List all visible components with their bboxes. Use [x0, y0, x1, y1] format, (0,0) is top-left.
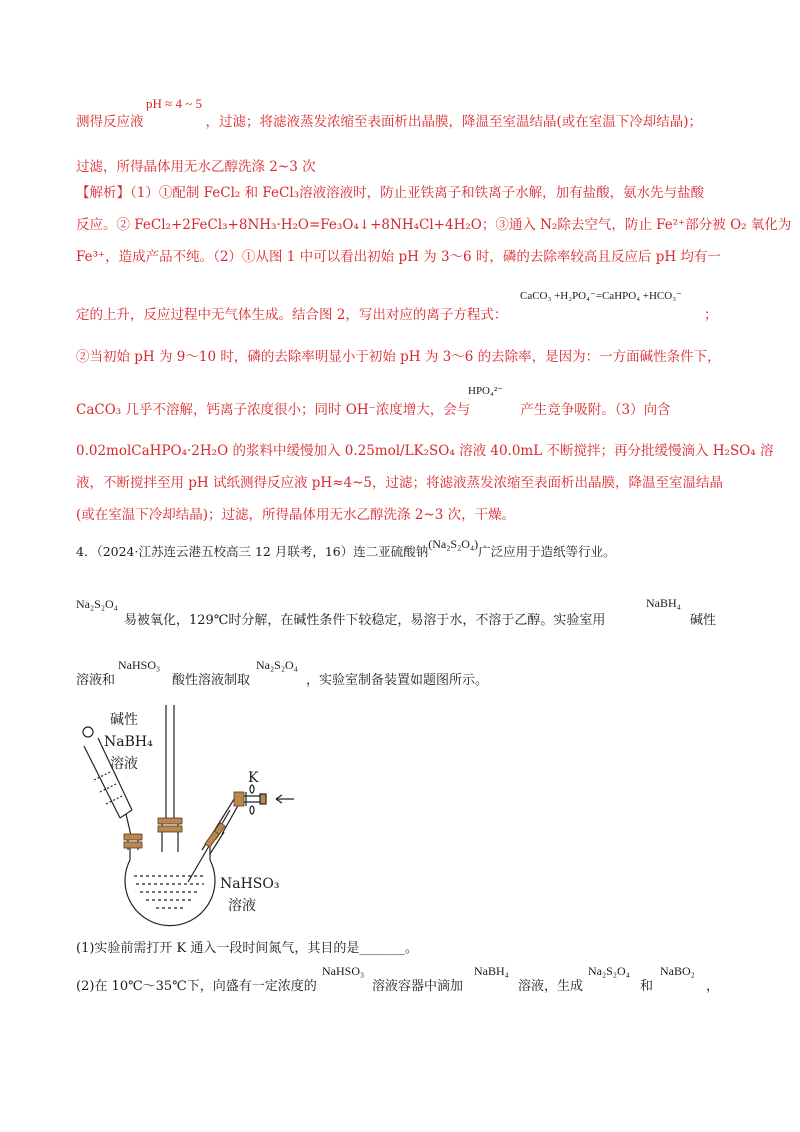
apparatus-diagram: [70, 700, 330, 930]
question-4-line-2: 易被氧化，129℃时分解，在碱性条件下较稳定，易溶于水，不溶于乙醇。实验室用: [124, 613, 606, 628]
formula-nabo2: NaBO₂: [660, 964, 695, 978]
hpo4-ion: HPO₄²⁻: [468, 385, 503, 397]
question-4-line-3-b: 酸性溶液制取: [172, 673, 251, 688]
formula-nahso3-1: NaHSO₃: [118, 658, 161, 672]
label-nabh4: NaBH₄: [104, 734, 153, 750]
analysis-line-6: [76, 398, 671, 418]
sub-question-2-b: 溶液容器中滴加: [372, 979, 464, 994]
stopper-center: [158, 818, 182, 824]
question-4-line-3-c: ，实验室制备装置如题图所示。: [306, 673, 489, 688]
question-4-intro-b: 广泛应用于造纸等行业。: [478, 544, 616, 559]
analysis-line-5: ②当初始 pH 为 9～10 时，磷的去除率明显小于初始 pH 为 3～6 的去除率，是因为：一方面碱性条件下，: [76, 349, 721, 365]
analysis-line-2: 反应。② FeCl₂+2FeCl₃+8NH₃·H₂O=Fe₃O₄↓+8NH₄Cl+4H₂O；③通入 N₂除去空气，防止 Fe²⁺部分被 O₂ 氧化为: [76, 217, 792, 233]
answer-line-1: [76, 110, 702, 130]
formula-na2s2o4-3: Na₂S₂O₄: [588, 964, 630, 978]
stopper-left: [124, 834, 142, 840]
question-4-intro-a: 4．（2024·江苏连云港五校高三 12 月联考，16）连二亚硫酸钠: [76, 544, 429, 559]
analysis-line-6-b: 产生竞争吸附。（3）向含: [520, 402, 671, 418]
question-4-line-3-a: 溶液和: [76, 673, 116, 688]
analysis-line-6-a: CaCO₃ 几乎不溶解，钙离子浓度很小；同时 OH⁻浓度增大，会与: [76, 402, 471, 418]
label-solution-1: 溶液: [110, 756, 138, 772]
formula-nabh4-2: NaBH₄: [474, 964, 509, 978]
sub-question-2-d: 和: [640, 979, 654, 994]
analysis-line-1: 【解析】（1）①配制 FeCl₂ 和 FeCl₃溶液溶液时，防止亚铁离子和铁离子水解，加有盐酸，氨水先与盐酸: [76, 185, 705, 201]
analysis-line-4-end: ；: [704, 307, 718, 323]
formula-na2s2o4-paren: (Na₂S₂O₄): [428, 537, 479, 551]
flask-body: [125, 860, 215, 926]
sub-question-2-e: ，: [706, 979, 720, 994]
label-nahso3: NaHSO₃: [220, 876, 280, 892]
answer-line-2: 过滤，所得晶体用无水乙醇洗涤 2~3 次: [76, 159, 316, 175]
ph-formula: pH ≈ 4 ~ 5: [146, 96, 203, 111]
sub-question-2-a: (2)在 10℃～35℃下，向盛有一定浓度的: [76, 979, 317, 994]
analysis-line-7: 0.02molCaHPO₄·2H₂O 的浆料中缓慢加入 0.25mol/LK₂SO₄ 溶液 40.0mL 不断搅拌；再分批缓慢滴入 H₂SO₄ 溶: [76, 443, 774, 459]
question-4-intro: [76, 537, 616, 560]
analysis-line-3: Fe³⁺，造成产品不纯。（2）①从图 1 中可以看出初始 pH 为 3～6 时，磷的去除率较高且反应后 pH 均有一: [76, 249, 721, 265]
analysis-line-9: (或在室温下冷却结晶)；过滤，所得晶体用无水乙醇洗涤 2~3 次，干燥。: [76, 507, 516, 523]
label-k: K: [248, 770, 259, 786]
question-4-line-2-end: 碱性: [690, 613, 717, 628]
formula-nahso3-2: NaHSO₃: [322, 964, 365, 978]
sub-question-2-c: 溶液，生成: [518, 979, 584, 994]
formula-nabh4-1: NaBH₄: [646, 596, 681, 610]
analysis-line-4: 定的上升，反应过程中无气体生成。结合图 2，写出对应的离子方程式：: [76, 307, 508, 323]
answer-line-1-b: ，过滤；将滤液蒸发浓缩至表面析出晶膜，降温至室温结晶(或在室温下冷却结晶)；: [205, 114, 703, 130]
formula-na2s2o4-2: Na₂S₂O₄: [256, 658, 298, 672]
label-solution-2: 溶液: [228, 898, 256, 914]
answer-line-1-a: 测得反应液: [76, 114, 144, 130]
ion-equation: CaCO₃ +H₂PO₄⁻=CaHPO₄ +HCO₃⁻: [520, 290, 682, 302]
formula-na2s2o4-1: Na₂S₂O₄: [76, 597, 118, 611]
label-alkaline: 碱性: [110, 712, 138, 728]
analysis-line-8: 液，不断搅拌至用 pH 试纸测得反应液 pH≈4~5，过滤；将滤液蒸发浓缩至表面析出晶膜，降温至室温结晶: [76, 475, 724, 491]
sub-question-1: (1)实验前需打开 K 通入一段时间氮气，其目的是_______。: [76, 941, 418, 956]
